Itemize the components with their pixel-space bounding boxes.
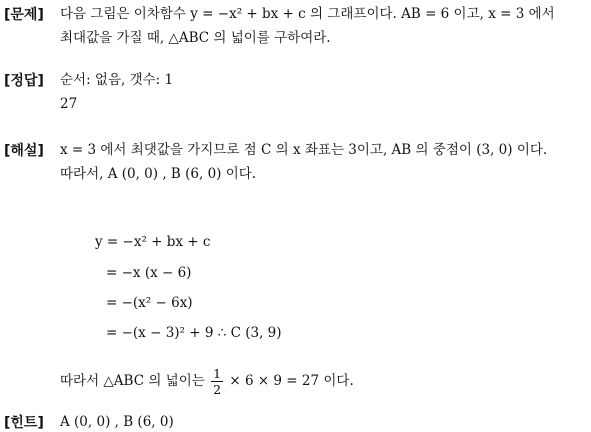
problem-tag: [문제]: [4, 7, 44, 23]
problem-line-1: 다음 그림은 이차함수 y = −x² + bx + c 의 그래프이다. AB = 6 이고, x = 3 에서: [60, 6, 555, 22]
fraction-one-half: [211, 366, 223, 397]
conclusion-prefix: 따라서 △ABC 의 넓이는: [60, 373, 205, 389]
equation-step-3: = −(x² − 6x): [106, 295, 193, 311]
hint-line-1: A (0, 0) , B (6, 0): [60, 414, 174, 430]
answer-line-1: 순서: 없음, 갯수: 1: [60, 72, 174, 88]
equation-step-4: = −(x − 3)² + 9 ∴ C (3, 9): [106, 325, 282, 341]
explanation-line-1: x = 3 에서 최댓값을 가지므로 점 C 의 x 좌표는 3이고, AB 의 중점이 (3, 0) 이다.: [60, 142, 548, 158]
explanation-tag: [해설]: [4, 143, 44, 159]
equation-step-1: y = −x² + bx + c: [95, 234, 211, 250]
problem-line-2: 최대값을 가질 때, △ABC 의 넓이를 구하여라.: [60, 30, 331, 46]
explanation-line-2: 따라서, A (0, 0) , B (6, 0) 이다.: [60, 166, 257, 182]
fraction-numerator: 1: [213, 366, 222, 381]
answer-line-2: 27: [60, 96, 78, 112]
fraction-denominator: 2: [213, 382, 222, 397]
answer-tag: [정답]: [4, 73, 44, 89]
conclusion-line: [60, 364, 354, 398]
equation-step-2: = −x (x − 6): [106, 265, 192, 281]
hint-tag: [힌트]: [4, 415, 44, 431]
conclusion-suffix: × 6 × 9 = 27 이다.: [229, 373, 354, 389]
